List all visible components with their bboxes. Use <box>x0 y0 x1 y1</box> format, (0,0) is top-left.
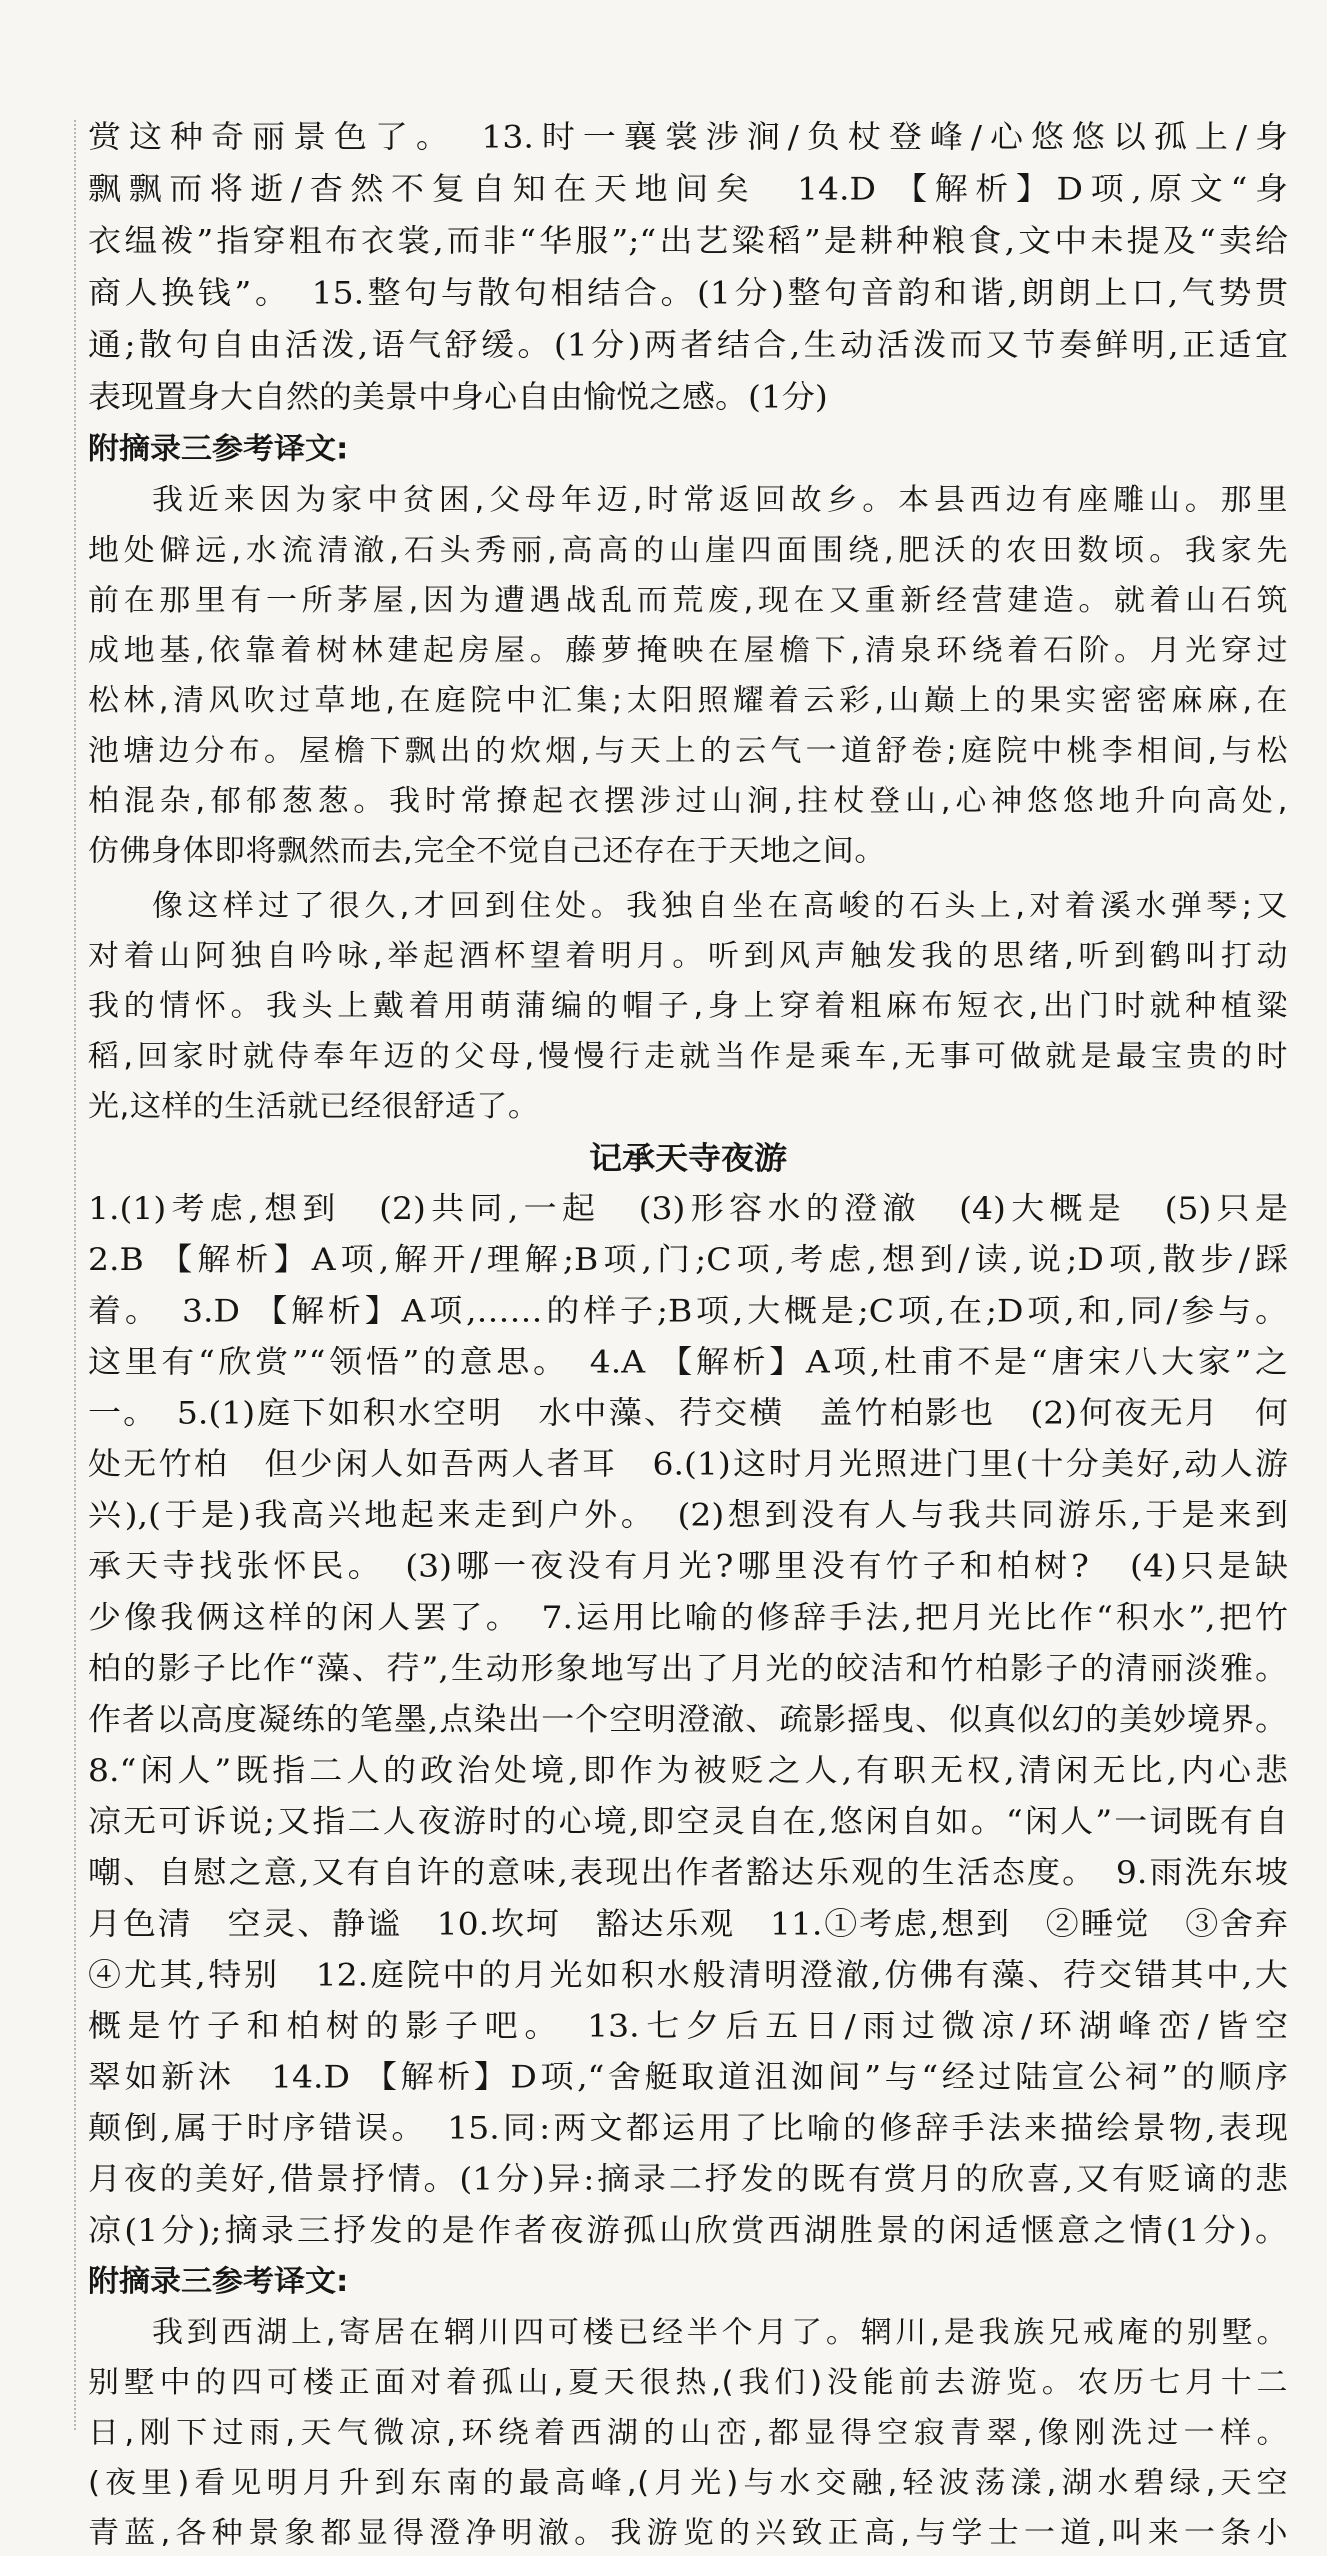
translation-line: 青蓝,各种景象都显得澄净明澈。我游览的兴致正高,与学士一道,叫来一条小 <box>88 2516 1288 2551</box>
text-line: 月色清 空灵、静谧 10.坎坷 豁达乐观 11.①考虑,想到 ②睡觉 ③舍弃 <box>88 1904 1288 1942</box>
text-line: 8.“闲人”既指二人的政治处境,即作为被贬之人,有职无权,清闲无比,内心悲 <box>88 1751 1288 1789</box>
text-line: 承天寺找张怀民。 (3)哪一夜没有月光?哪里没有竹子和柏树? (4)只是缺 <box>88 1547 1288 1585</box>
text-line: 飘飘而将逝/杳然不复自知在天地间矣 14.D 【解析】D项,原文“身 <box>88 170 1288 207</box>
binding-margin-rule <box>74 120 76 2430</box>
text-line: 商人换钱”。 15.整句与散句相结合。(1分)整句音韵和谐,朗朗上口,气势贯 <box>88 274 1288 311</box>
text-line: 少像我俩这样的闲人罢了。 7.运用比喻的修辞手法,把月光比作“积水”,把竹 <box>88 1598 1288 1636</box>
translation-line: 我到西湖上,寄居在辋川四可楼已经半个月了。辋川,是我族兄戒庵的别墅。 <box>152 2315 1288 2350</box>
translation-line: 柏混杂,郁郁葱葱。我时常撩起衣摆涉过山涧,拄杖登山,心神悠悠地升向高处, <box>88 783 1288 819</box>
text-line: 2.B 【解析】A项,解开/理解;B项,门;C项,考虑,想到/读,说;D项,散步/踩 <box>88 1240 1288 1278</box>
section-heading: 附摘录三参考译文: <box>88 432 349 467</box>
text-line: 1.(1)考虑,想到 (2)共同,一起 (3)形容水的澄澈 (4)大概是 (5)只是 <box>88 1189 1288 1227</box>
text-line: 兴),(于是)我高兴地起来走到户外。 (2)想到没有人与我共同游乐,于是来到 <box>88 1496 1288 1534</box>
text-line: 柏的影子比作“藻、荇”,生动形象地写出了月光的皎洁和竹柏影子的清丽淡雅。 <box>88 1649 1288 1687</box>
translation-line: (夜里)看见明月升到东南的最高峰,(月光)与水交融,轻波荡漾,湖水碧绿,天空 <box>88 2465 1288 2500</box>
translation-line: 光,这样的生活就已经很舒适了。 <box>88 1089 540 1124</box>
text-line: 处无竹柏 但少闲人如吾两人者耳 6.(1)这时月光照进门里(十分美好,动人游 <box>88 1445 1288 1483</box>
text-line: 通;散句自由活泼,语气舒缓。(1分)两者结合,生动活泼而又节奏鲜明,正适宜 <box>88 326 1288 364</box>
translation-line: 我近来因为家中贫困,父母年迈,时常返回故乡。本县西边有座雕山。那里 <box>152 483 1288 518</box>
text-line: 作者以高度凝练的笔墨,点染出一个空明澄澈、疏影摇曳、似真似幻的美妙境界。 <box>88 1700 1288 1738</box>
text-line: 一。 5.(1)庭下如积水空明 水中藻、荇交横 盖竹柏影也 (2)何夜无月 何 <box>88 1394 1288 1432</box>
translation-line: 别墅中的四可楼正面对着孤山,夏天很热,(我们)没能前去游览。农历七月十二 <box>88 2365 1288 2400</box>
text-line: ④尤其,特别 12.庭院中的月光如积水般清明澄澈,仿佛有藻、荇交错其中,大 <box>88 1956 1288 1993</box>
text-line: 颠倒,属于时序错误。 15.同:两文都运用了比喻的修辞手法来描绘景物,表现 <box>88 2109 1288 2147</box>
translation-line: 池塘边分布。屋檐下飘出的炊烟,与天上的云气一道舒卷;庭院中桃李相间,与松 <box>88 733 1288 768</box>
text-line: 翠如新沐 14.D 【解析】D项,“舍艇取道沮洳间”与“经过陆宣公祠”的顺序 <box>88 2058 1288 2096</box>
text-line: 嘲、自慰之意,又有自许的意味,表现出作者豁达乐观的生活态度。 9.雨洗东坡 <box>88 1853 1288 1891</box>
translation-line: 松林,清风吹过草地,在庭院中汇集;太阳照耀着云彩,山巅上的果实密密麻麻,在 <box>88 683 1288 718</box>
section-title: 记承天寺夜游 <box>589 1139 787 1177</box>
text-line: 月夜的美好,借景抒情。(1分)异:摘录二抒发的既有赏月的欣喜,又有贬谪的悲 <box>88 2160 1288 2198</box>
text-line: 凉(1分);摘录三抒发的是作者夜游孤山欣赏西湖胜景的闲适惬意之情(1分)。 <box>88 2211 1288 2249</box>
text-line: 凉无可诉说;又指二人夜游时的心境,即空灵自在,悠闲自如。“闲人”一词既有自 <box>88 1802 1288 1840</box>
text-line: 表现置身大自然的美景中身心自由愉悦之感。(1分) <box>88 378 828 416</box>
translation-line: 对着山阿独自吟咏,举起酒杯望着明月。听到风声触发我的思绪,听到鹤叫打动 <box>88 939 1288 974</box>
translation-line: 我的情怀。我头上戴着用萌蒲编的帽子,身上穿着粗麻布短衣,出门时就种植粱 <box>88 989 1288 1024</box>
text-line: 概是竹子和柏树的影子吧。 13.七夕后五日/雨过微凉/环湖峰峦/皆空 <box>88 2007 1288 2045</box>
translation-line: 日,刚下过雨,天气微凉,环绕着西湖的山峦,都显得空寂青翠,像刚洗过一样。 <box>88 2415 1288 2450</box>
text-line: 这里有“欣赏”“领悟”的意思。 4.A 【解析】A项,杜甫不是“唐宋八大家”之 <box>88 1343 1288 1380</box>
translation-line: 地处僻远,水流清澈,石头秀丽,高高的山崖四面围绕,肥沃的农田数顷。我家先 <box>88 533 1288 568</box>
translation-line: 像这样过了很久,才回到住处。我独自坐在高峻的石头上,对着溪水弹琴;又 <box>152 888 1288 924</box>
translation-line: 前在那里有一所茅屋,因为遭遇战乱而荒废,现在又重新经营建造。就着山石筑 <box>88 583 1288 618</box>
section-heading: 附摘录三参考译文: <box>88 2264 349 2299</box>
translation-line: 成地基,依靠着树林建起房屋。藤萝掩映在屋檐下,清泉环绕着石阶。月光穿过 <box>88 633 1288 668</box>
text-line: 赏这种奇丽景色了。 13.时一襄裳涉涧/负杖登峰/心悠悠以孤上/身 <box>88 118 1288 155</box>
text-line: 着。 3.D 【解析】A项,……的样子;B项,大概是;C项,在;D项,和,同/参与。 <box>88 1291 1288 1329</box>
translation-line: 仿佛身体即将飘然而去,完全不觉自己还存在于天地之间。 <box>88 834 886 869</box>
translation-line: 稻,回家时就侍奉年迈的父母,慢慢行走就当作是乘车,无事可做就是最宝贵的时 <box>88 1039 1288 1074</box>
text-line: 衣缊袯”指穿粗布衣裳,而非“华服”;“出艺粱稻”是耕种粮食,文中未提及“卖给 <box>88 222 1288 259</box>
